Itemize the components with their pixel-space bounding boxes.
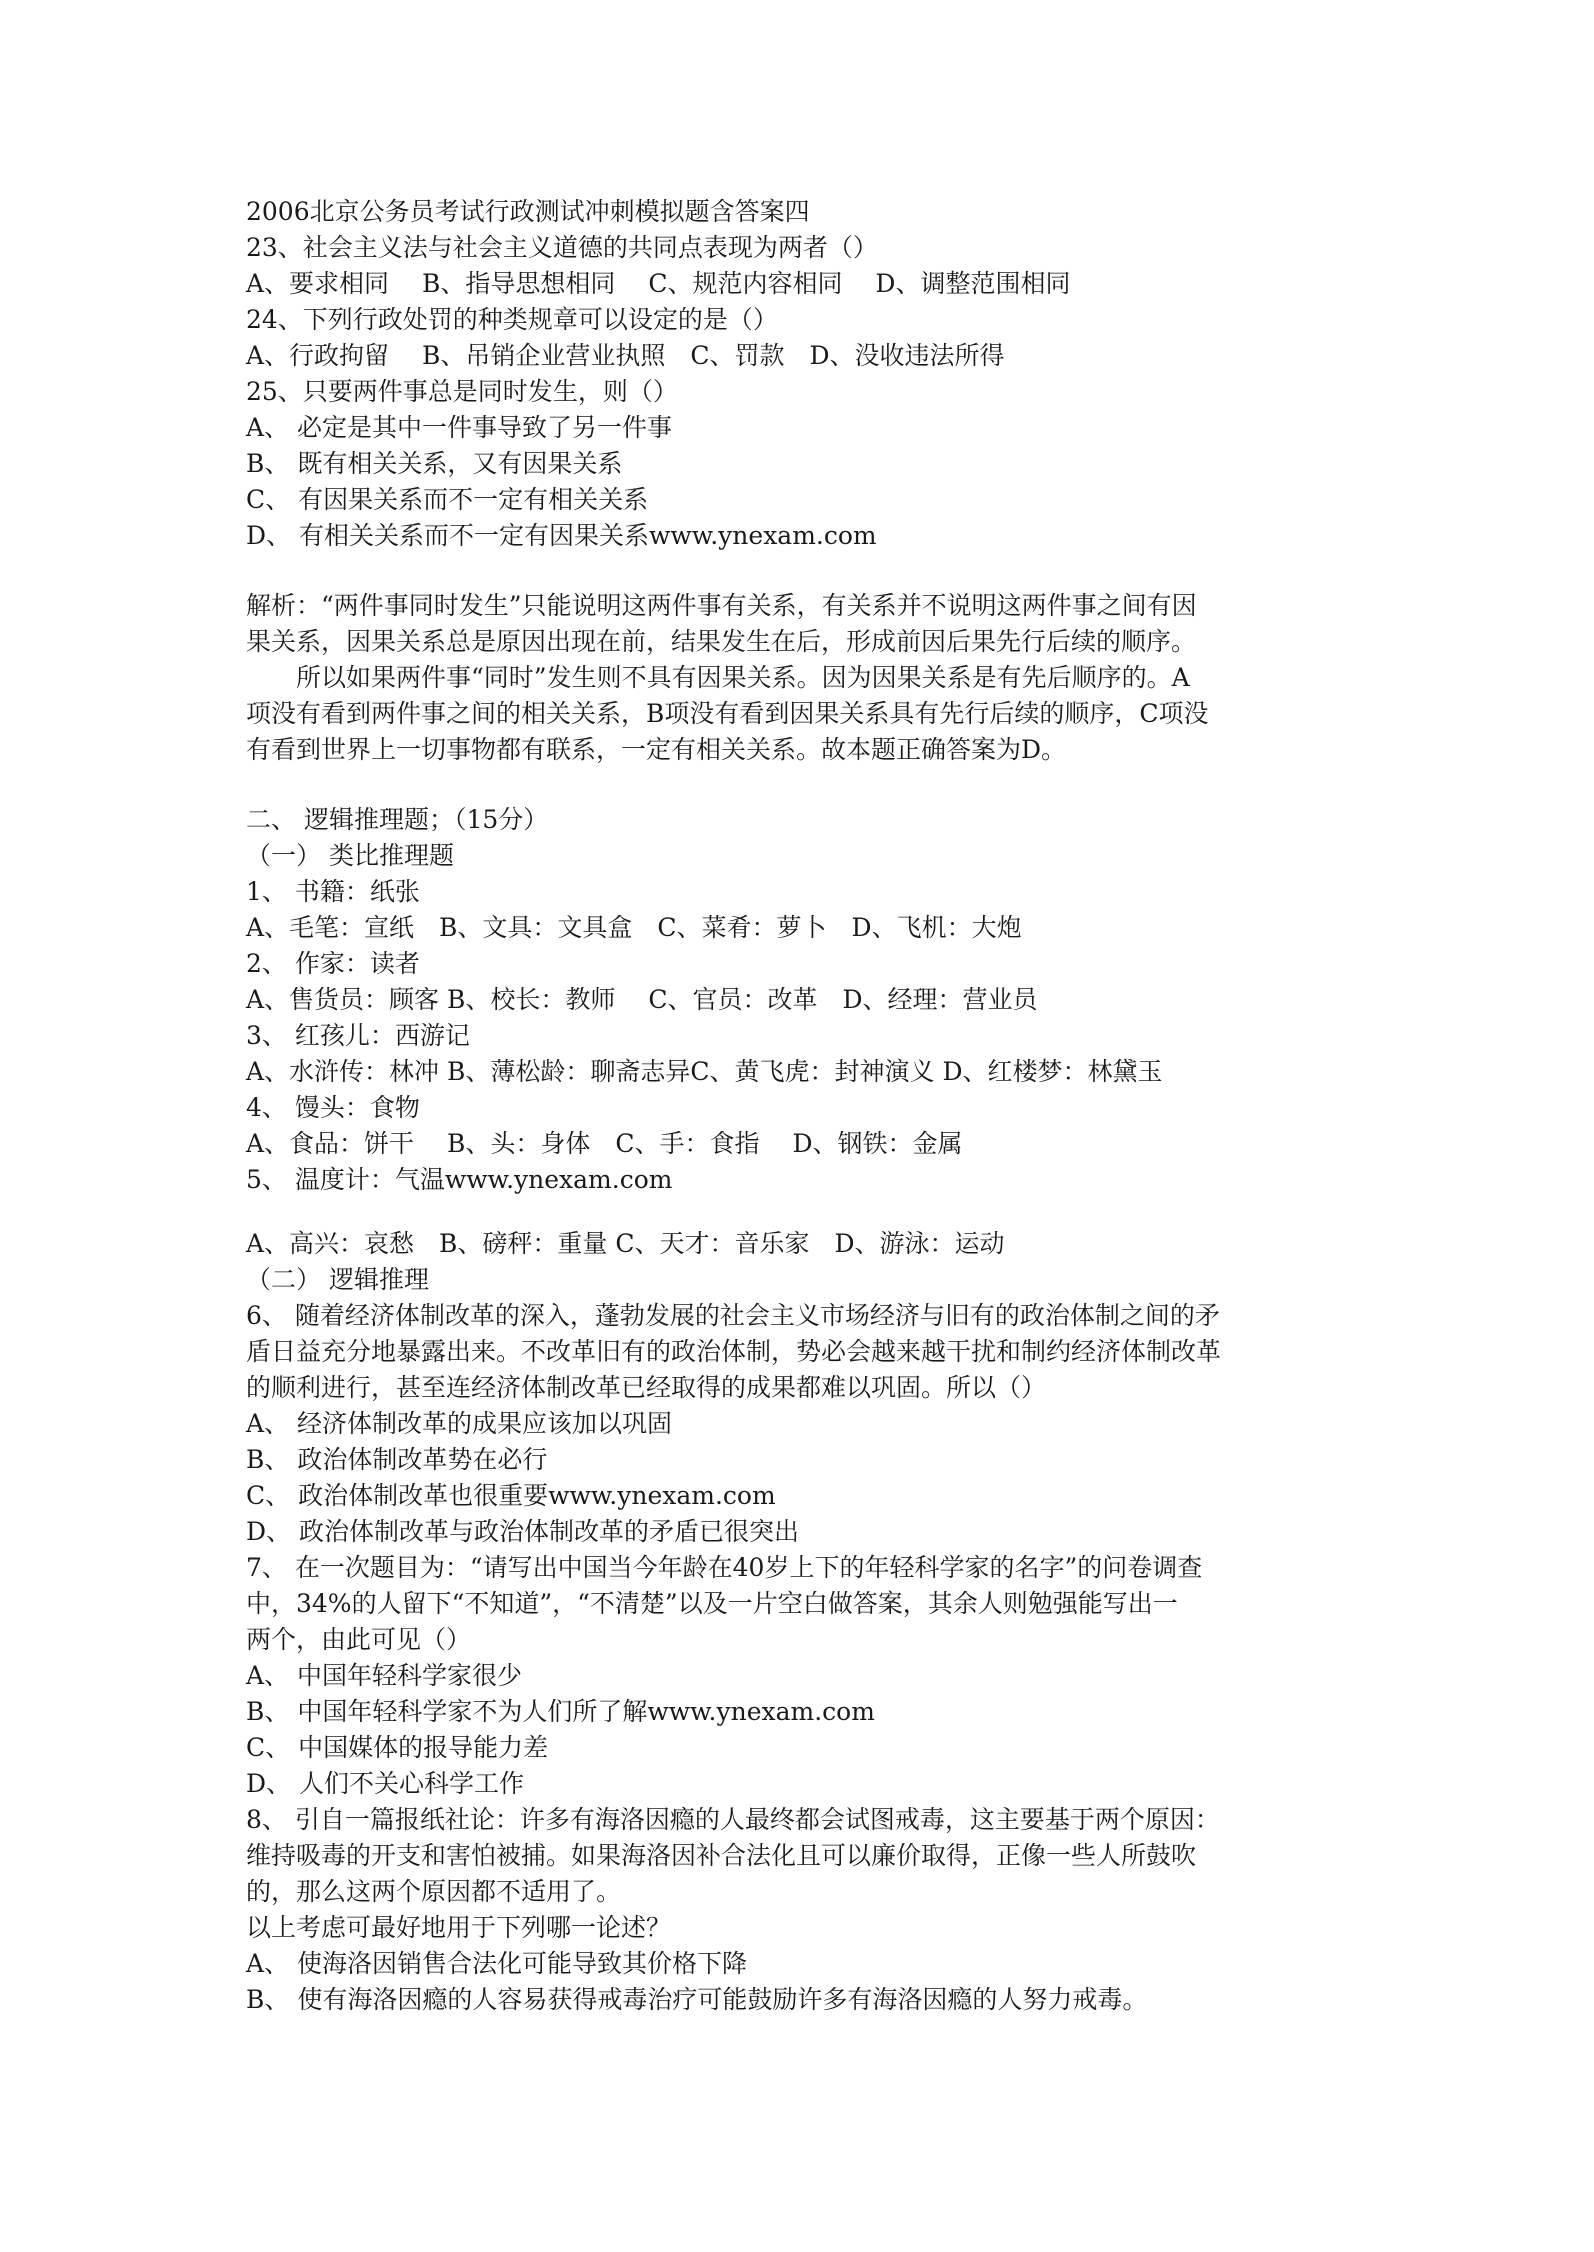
text-line: 两个，由此可见（）: [246, 1625, 472, 1654]
text-line: D、 人们不关心科学工作: [246, 1769, 524, 1798]
text-line: （一） 类比推理题: [246, 841, 454, 870]
text-line: B、 中国年轻科学家不为人们所了解www.ynexam.com: [246, 1697, 875, 1726]
document-title: 2006北京公务员考试行政测试冲刺模拟题含答案四: [246, 197, 810, 226]
text-line: 盾日益充分地暴露出来。不改革旧有的政治体制，势必会越来越干扰和制约经济体制改革: [246, 1337, 1222, 1366]
text-line: B、 政治体制改革势在必行: [246, 1445, 548, 1474]
text-line: 25、只要两件事总是同时发生，则（）: [246, 377, 678, 406]
text-line: 23、社会主义法与社会主义道德的共同点表现为两者（）: [246, 233, 878, 262]
logic-section: [246, 802, 1356, 1198]
text-line: A、高兴：哀愁 B、磅秤：重量 C、天才：音乐家 D、游泳：运动: [246, 1229, 1005, 1258]
text-line: A、行政拘留 B、吊销企业营业执照 C、罚款 D、没收违法所得: [246, 341, 1005, 370]
text-line: 以上考虑可最好地用于下列哪一论述？: [246, 1913, 672, 1942]
text-line: （二） 逻辑推理: [246, 1265, 429, 1294]
text-line: 3、 红孩儿：西游记: [246, 1021, 470, 1050]
paragraph-gap: [246, 768, 1356, 802]
paragraph-gap: [246, 1198, 1356, 1226]
text-line: 的，那么这两个原因都不适用了。: [246, 1877, 622, 1906]
paragraph-gap: [246, 554, 1356, 588]
text-line: A、 经济体制改革的成果应该加以巩固: [246, 1409, 673, 1438]
text-line: C、 中国媒体的报导能力差: [246, 1733, 549, 1762]
text-line: A、毛笔：宣纸 B、文具：文具盒 C、菜肴：萝卜 D、飞机：大炮: [246, 913, 1022, 942]
text-line: A、 使海洛因销售合法化可能导致其价格下降: [246, 1949, 748, 1978]
text-line: 项没有看到两件事之间的相关关系，B项没有看到因果关系具有先行后续的顺序，C项没: [246, 699, 1209, 728]
text-line: 有看到世界上一切事物都有联系，一定有相关关系。故本题正确答案为D。: [246, 735, 1067, 764]
text-line: B、 既有相关关系，又有因果关系: [246, 449, 623, 478]
text-line: 2、 作家：读者: [246, 949, 420, 978]
text-line: 8、 引自一篇报纸社论：许多有海洛因瘾的人最终都会试图戒毒，这主要基于两个原因：: [246, 1805, 1220, 1834]
text-line: 中，34%的人留下“不知道”，“不清楚”以及一片空白做答案，其余人则勉强能写出一: [246, 1589, 1178, 1618]
text-line: 5、 温度计：气温www.ynexam.com: [246, 1165, 673, 1194]
text-line: C、 有因果关系而不一定有相关关系: [246, 485, 649, 514]
document-body: [246, 194, 1356, 2018]
text-line: 24、下列行政处罚的种类规章可以设定的是（）: [246, 305, 778, 334]
text-line: A、食品：饼干 B、头：身体 C、手：食指 D、钢铁：金属: [246, 1129, 963, 1158]
text-line: D、 政治体制改革与政治体制改革的矛盾已很突出: [246, 1517, 799, 1546]
text-line: 维持吸毒的开支和害怕被捕。如果海洛因补合法化且可以廉价取得，正像一些人所鼓吹: [246, 1841, 1197, 1870]
text-line: A、水浒传：林冲 B、薄松龄：聊斋志异C、黄飞虎：封神演义 D、红楼梦：林黛玉: [246, 1057, 1163, 1086]
text-line: 的顺利进行，甚至连经济体制改革已经取得的成果都难以巩固。所以（）: [246, 1373, 1047, 1402]
text-line: 所以如果两件事“同时”发生则不具有因果关系。因为因果关系是有先后顺序的。A: [246, 663, 1190, 692]
text-line: 解析：“两件事同时发生”只能说明这两件事有关系，有关系并不说明这两件事之间有因: [246, 591, 1197, 620]
text-line: D、 有相关关系而不一定有因果关系www.ynexam.com: [246, 521, 877, 550]
text-line: 果关系，因果关系总是原因出现在前，结果发生在后，形成前因后果先行后续的顺序。: [246, 627, 1197, 656]
analysis-paragraph: [246, 588, 1356, 768]
text-line: 二、 逻辑推理题；（15分）: [246, 805, 549, 834]
text-line: C、 政治体制改革也很重要www.ynexam.com: [246, 1481, 776, 1510]
logic-reasoning-section: [246, 1226, 1356, 2018]
text-line: A、 中国年轻科学家很少: [246, 1661, 523, 1690]
text-line: 4、 馒头：食物: [246, 1093, 420, 1122]
text-line: 1、 书籍：纸张: [246, 877, 420, 906]
text-line: A、要求相同 B、指导思想相同 C、规范内容相同 D、调整范围相同: [246, 269, 1071, 298]
text-line: A、售货员：顾客 B、校长：教师 C、官员：改革 D、经理：营业员: [246, 985, 1038, 1014]
text-line: A、 必定是其中一件事导致了另一件事: [246, 413, 673, 442]
questions-23-25: [246, 230, 1356, 554]
text-line: 6、 随着经济体制改革的深入，蓬勃发展的社会主义市场经济与旧有的政治体制之间的矛: [246, 1301, 1220, 1330]
text-line: 7、 在一次题目为：“请写出中国当今年龄在40岁上下的年轻科学家的名字”的问卷调查: [246, 1553, 1203, 1582]
text-line: B、 使有海洛因瘾的人容易获得戒毒治疗可能鼓励许多有海洛因瘾的人努力戒毒。: [246, 1985, 1148, 2014]
